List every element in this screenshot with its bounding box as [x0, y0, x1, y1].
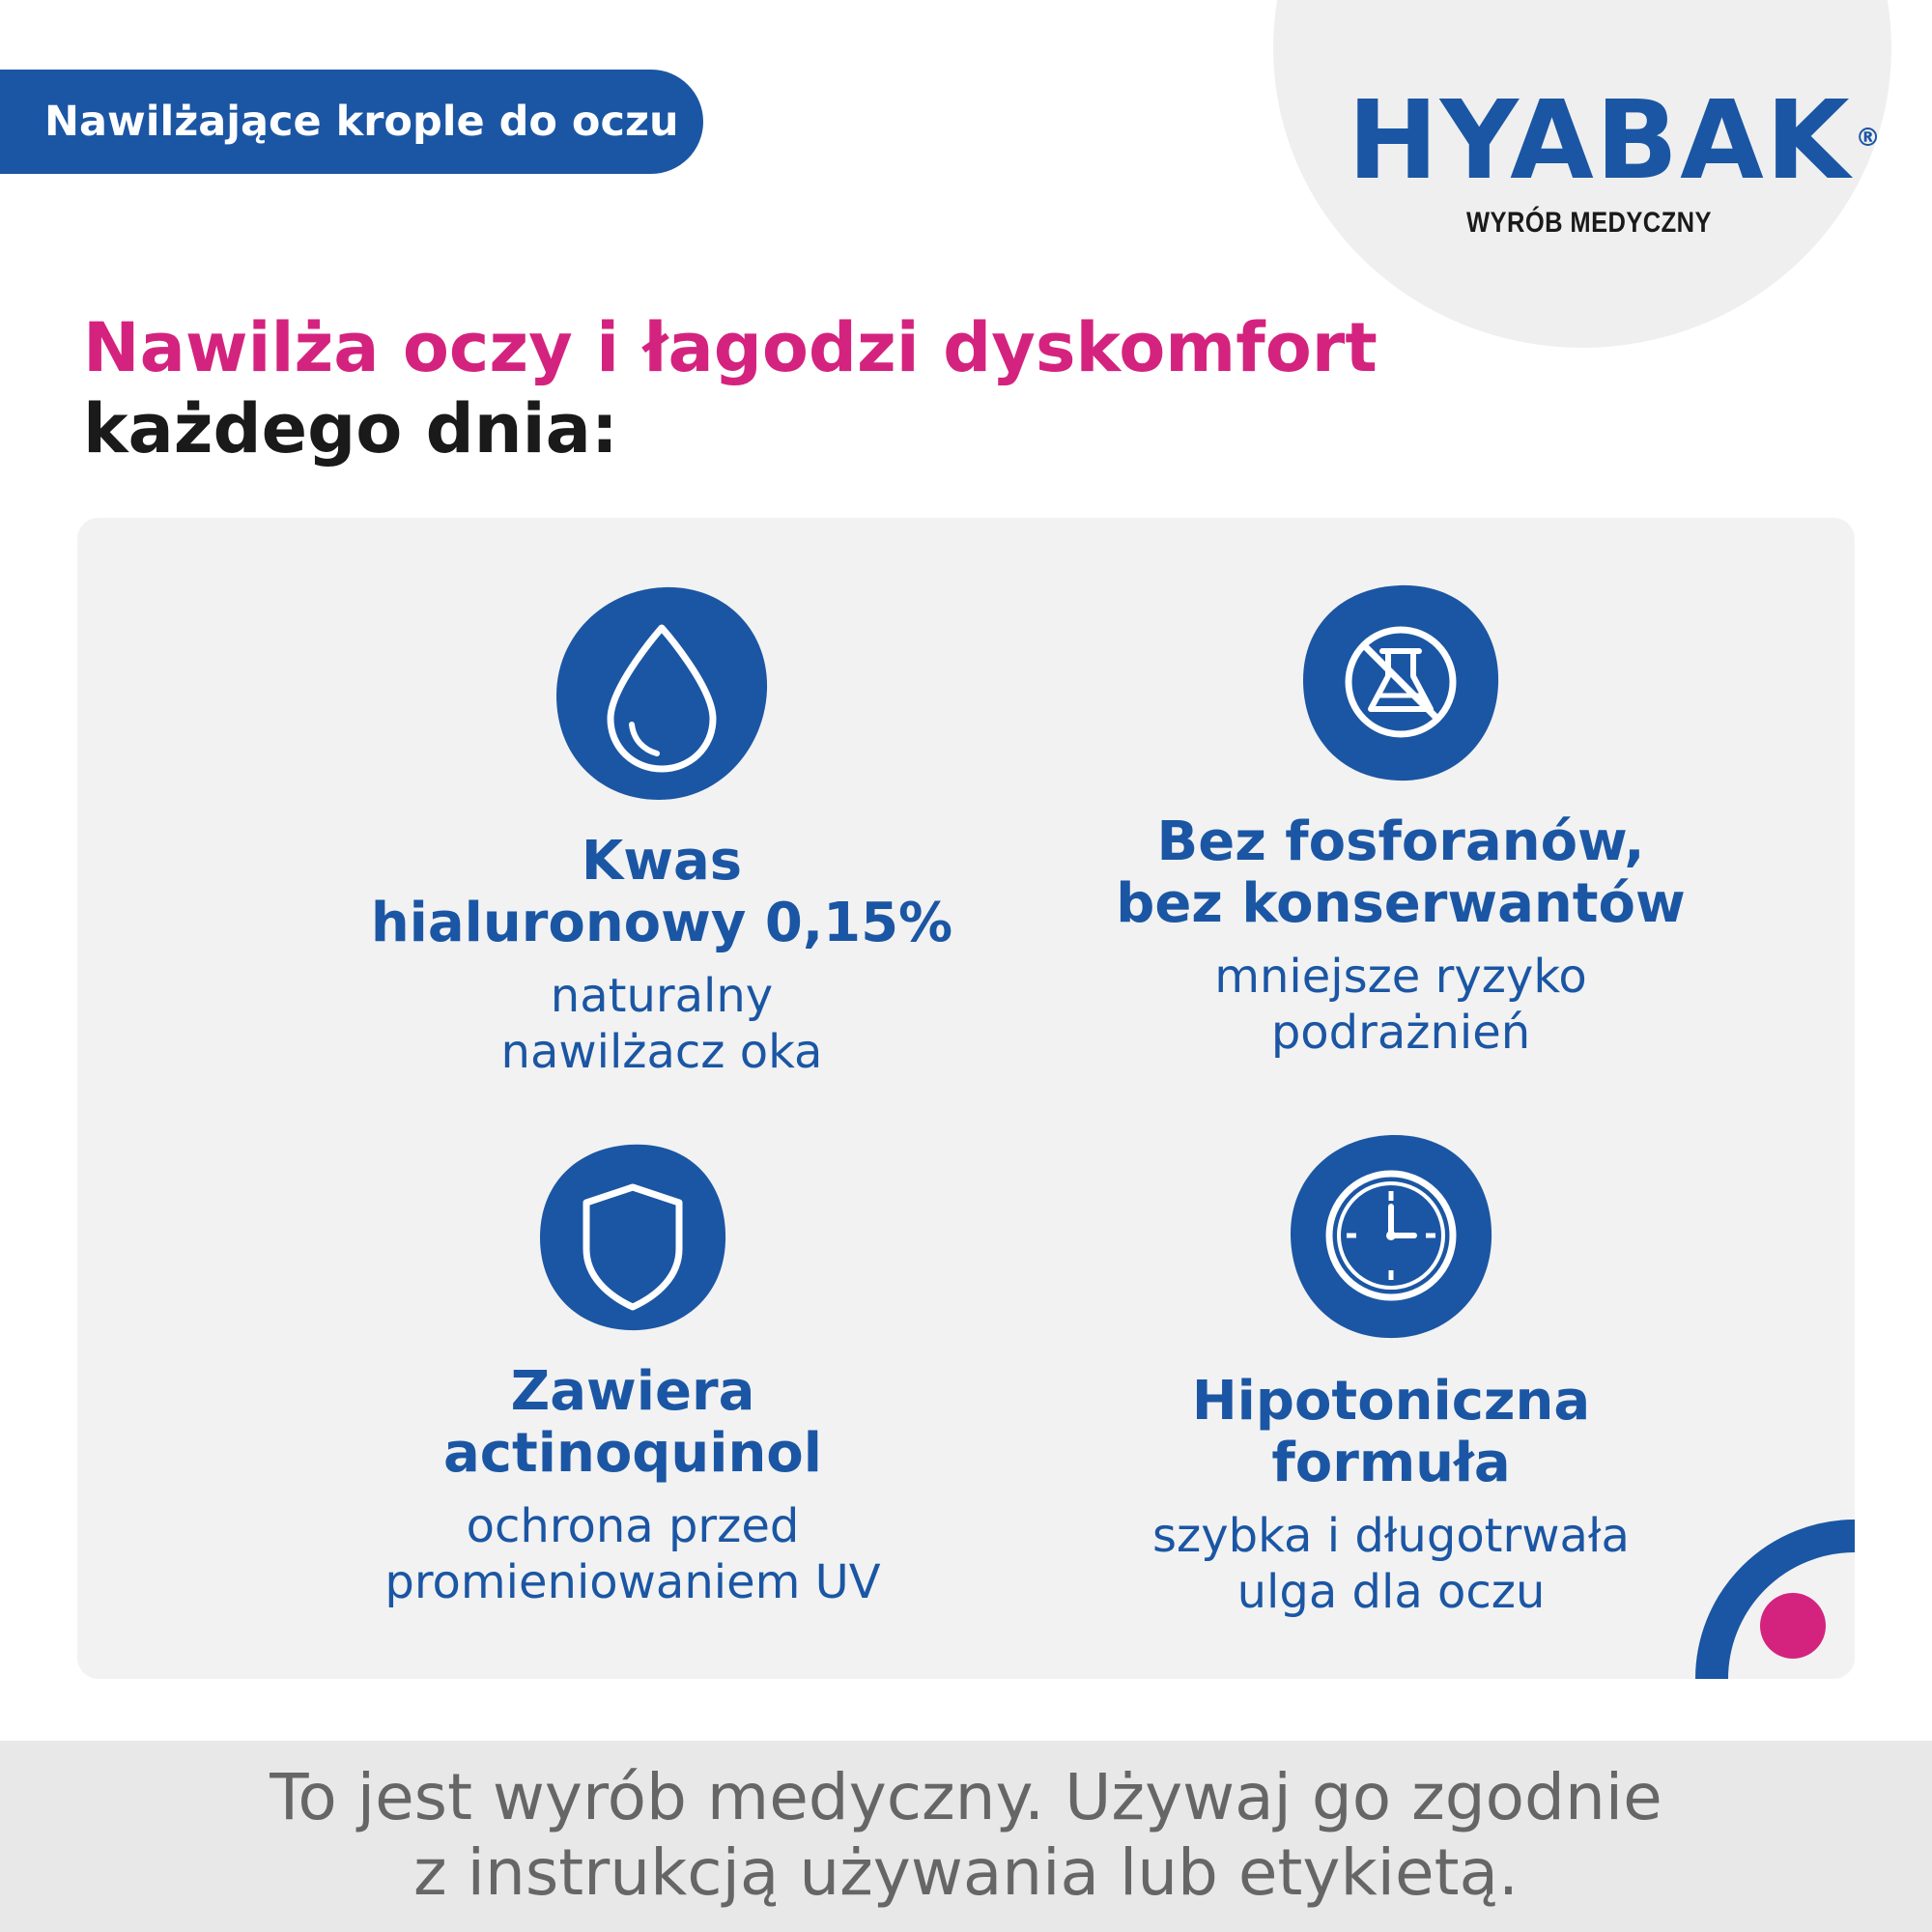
feature-4-desc-line-1: szybka i długotrwała	[1152, 1509, 1630, 1563]
decorative-ring-graphic	[1671, 1515, 1855, 1679]
feature-1-title-line-1: Kwas	[581, 830, 743, 893]
feature-3-title-line-2: actinoquinol	[443, 1422, 822, 1485]
brand-subtitle: WYRÓB MEDYCZNY	[1466, 207, 1712, 239]
feature-no-preservatives	[976, 582, 1826, 1061]
product-category-tag	[0, 70, 703, 174]
headline	[83, 307, 1378, 469]
feature-2-desc-line-1: mniejsze ryzyko	[1214, 950, 1587, 1004]
medical-disclaimer	[0, 1741, 1932, 1932]
features-panel	[77, 518, 1855, 1679]
headline-line-2: każdego dnia:	[83, 389, 618, 469]
feature-4-title-line-1: Hipotoniczna	[1191, 1370, 1591, 1433]
disclaimer-line-1: To jest wyrób medyczny. Używaj go zgodnie	[270, 1760, 1662, 1834]
feature-1-desc-line-2: nawilżacz oka	[500, 1025, 823, 1079]
shield-icon	[536, 1141, 729, 1334]
brand-logo	[1348, 78, 1883, 240]
no-chemicals-icon	[1299, 582, 1502, 784]
clock-icon	[1285, 1131, 1497, 1344]
feature-3-title-line-1: Zawiera	[510, 1360, 755, 1423]
brand-name: HYABAK	[1348, 78, 1852, 204]
feature-2-desc-line-2: podrażnień	[1270, 1006, 1531, 1060]
feature-2-title-line-1: Bez fosforanów,	[1156, 810, 1645, 873]
registered-mark: ®	[1855, 124, 1883, 153]
product-category-label: Nawilżające krople do oczu	[44, 98, 679, 146]
water-drop-icon	[551, 582, 773, 804]
feature-actinoquinol	[232, 1141, 1034, 1610]
feature-2-title-line-2: bez konserwantów	[1116, 872, 1686, 935]
feature-1-desc-line-1: naturalny	[550, 969, 774, 1023]
feature-4-desc-line-2: ulga dla oczu	[1236, 1565, 1546, 1619]
feature-1-title-line-2: hialuronowy 0,15%	[370, 892, 953, 954]
headline-line-1: Nawilża oczy i łagodzi dyskomfort	[83, 308, 1378, 387]
feature-hyaluronic-acid	[261, 582, 1063, 1080]
feature-4-title-line-2: formuła	[1271, 1432, 1511, 1494]
feature-3-desc-line-1: ochrona przed	[466, 1499, 800, 1553]
feature-3-desc-line-2: promieniowaniem UV	[384, 1555, 881, 1609]
disclaimer-line-2: z instrukcją używania lub etykietą.	[413, 1835, 1519, 1910]
